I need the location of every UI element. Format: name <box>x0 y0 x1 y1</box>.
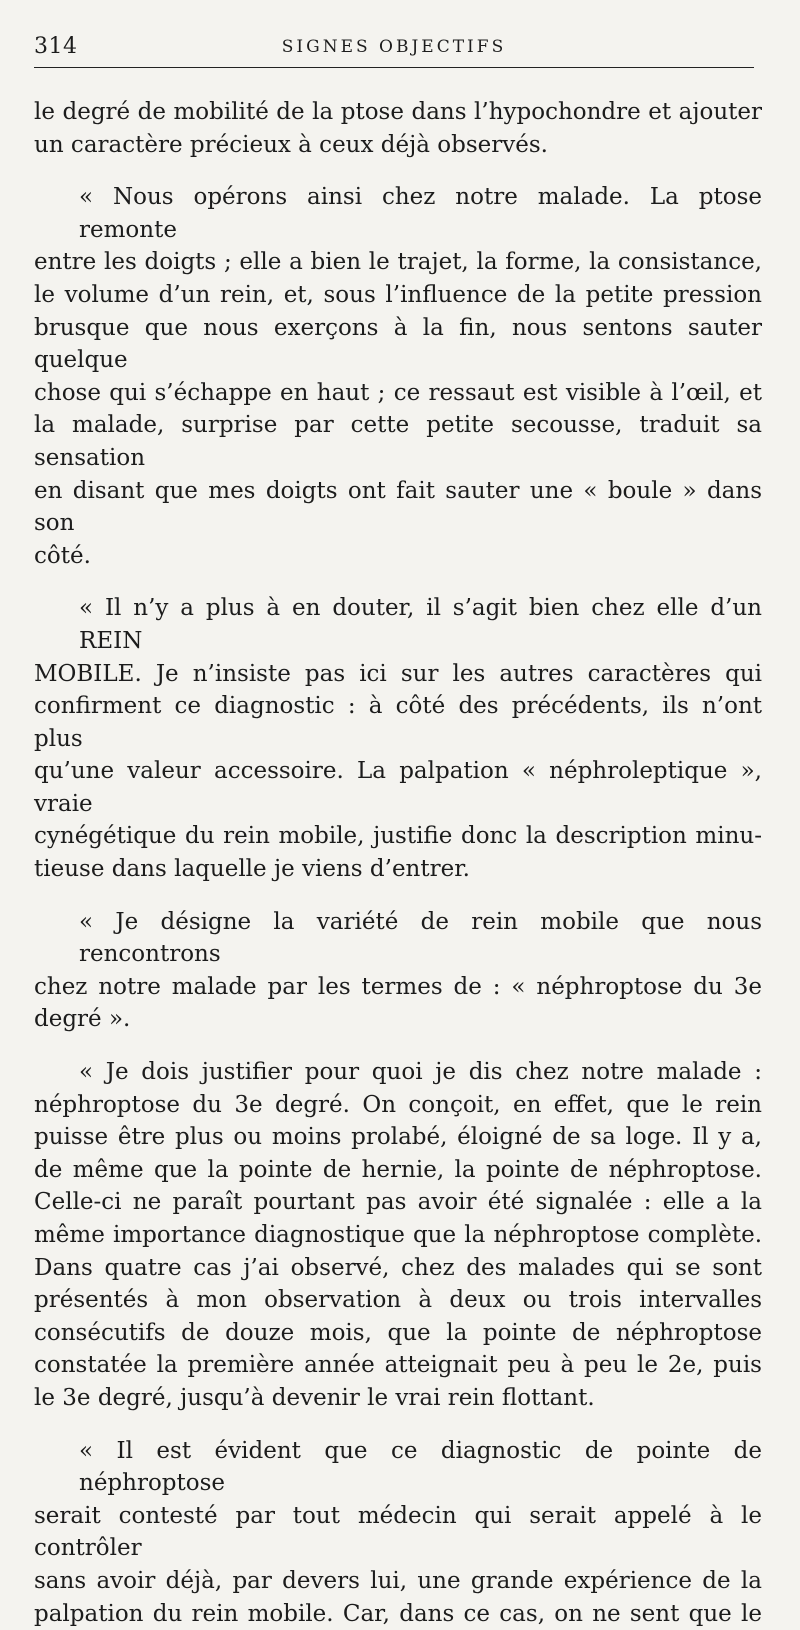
text-line: Dans quatre cas j’ai observé, chez des malades qui se sont <box>34 1254 762 1281</box>
text-line: sans avoir déjà, par devers lui, une grande expérience de la <box>34 1567 762 1594</box>
text-line: cynégétique du rein mobile, justifie donc la description minu- <box>34 823 762 850</box>
paragraph-2 <box>34 181 762 572</box>
text-line: « Il est évident que ce diagnostic de pointe de néphroptose <box>79 1437 762 1497</box>
text-line: brusque que nous exerçons à la fin, nous sentons sauter quelque <box>34 314 762 374</box>
text-line: présentés à mon observation à deux ou trois intervalles <box>34 1287 762 1314</box>
text-line: « Je désigne la variété de rein mobile que nous rencontrons <box>79 908 762 968</box>
text-line: le degré de mobilité de la ptose dans l’hypochondre et ajouter <box>34 99 762 125</box>
text-line: tieuse dans laquelle je viens d’entrer. <box>34 856 470 883</box>
page-header <box>34 34 754 64</box>
text-line: côté. <box>34 542 91 569</box>
paragraph-3 <box>34 592 762 885</box>
page-number: 314 <box>34 34 78 59</box>
text-line: « Il n’y a plus à en douter, il s’agit bien chez elle d’un REIN <box>79 595 762 654</box>
text-line: « Je dois justifier pour quoi je dis chez notre malade : <box>79 1059 762 1086</box>
text-line: le 3e degré, jusqu’à devenir le vrai rein flottant. <box>34 1384 595 1411</box>
text-line: serait contesté par tout médecin qui serait appelé à le contrôler <box>34 1502 762 1562</box>
text-line: constatée la première année atteignait peu à peu le 2e, puis <box>34 1352 762 1379</box>
text-line: MOBILE. Je n’insiste pas ici sur les autres caractères qui <box>34 660 762 687</box>
text-line: consécutifs de douze mois, que la pointe de néphroptose <box>34 1319 762 1346</box>
text-line: palpation du rein mobile. Car, dans ce cas, on ne sent que le <box>34 1600 762 1627</box>
text-line: « Nous opérons ainsi chez notre malade. La ptose remonte <box>79 184 762 243</box>
text-line: le volume d’un rein, et, sous l’influence de la petite pression <box>34 281 762 308</box>
paragraph-1 <box>34 96 762 161</box>
paragraph-5 <box>34 1056 762 1415</box>
text-line: chez notre malade par les termes de : « néphroptose du 3e degré ». <box>34 973 762 1033</box>
text-line: de même que la pointe de hernie, la pointe de néphroptose. <box>34 1156 762 1183</box>
text-line: confirment ce diagnostic : à côté des précédents, ils n’ont plus <box>34 693 762 752</box>
text-line: un caractère précieux à ceux déjà observés. <box>34 131 548 158</box>
paragraph-4 <box>34 906 762 1036</box>
text-line: entre les doigts ; elle a bien le trajet, la forme, la consistance, <box>34 249 762 276</box>
header-rule <box>34 67 754 68</box>
paragraph-6 <box>34 1435 762 1630</box>
text-line: chose qui s’échappe en haut ; ce ressaut est visible à l’œil, et <box>34 379 762 406</box>
text-line: en disant que mes doigts ont fait sauter une « boule » dans son <box>34 477 762 537</box>
text-line: puisse être plus ou moins prolabé, éloigné de sa loge. Il y a, <box>34 1124 762 1151</box>
body-text <box>34 96 762 1630</box>
text-line: la malade, surprise par cette petite secousse, traduit sa sensation <box>34 412 762 471</box>
text-line: Celle-ci ne paraît pourtant pas avoir été signalée : elle a la <box>34 1189 762 1216</box>
running-title: SIGNES OBJECTIFS <box>281 37 507 57</box>
text-line: néphroptose du 3e degré. On conçoit, en effet, que le rein <box>34 1091 762 1118</box>
text-line: qu’une valeur accessoire. La palpation « néphroleptique », vraie <box>34 758 762 817</box>
text-line: même importance diagnostique que la néphroptose complète. <box>34 1222 762 1248</box>
